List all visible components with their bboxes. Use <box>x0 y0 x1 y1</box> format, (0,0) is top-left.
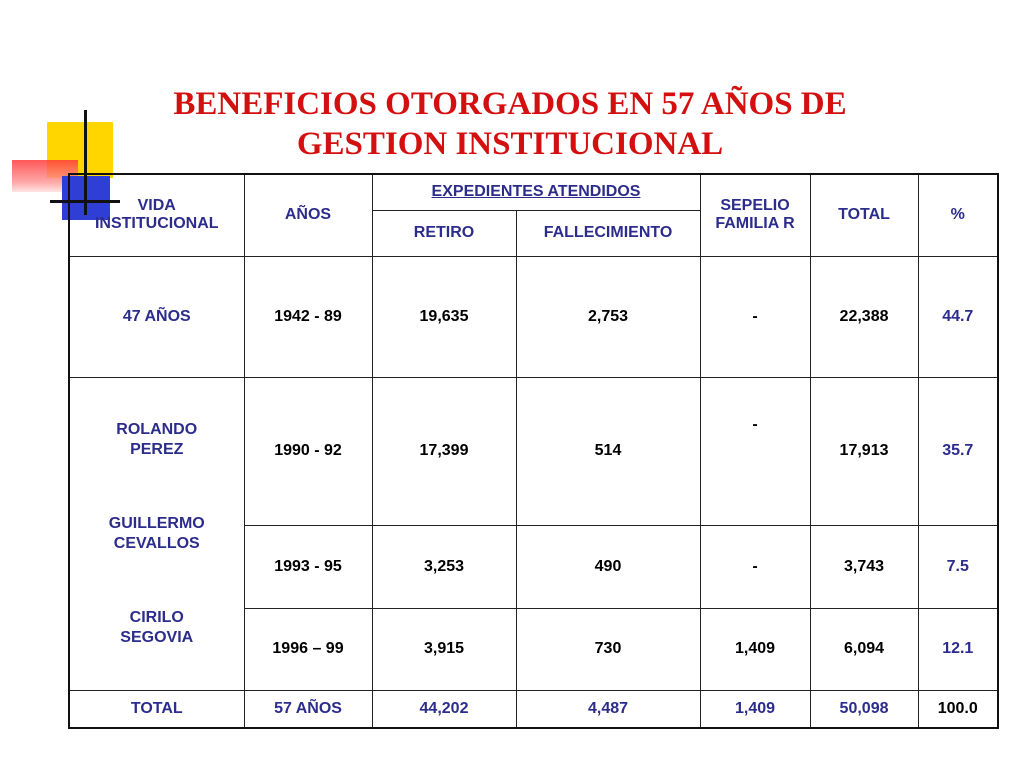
cell-anos: 1996 – 99 <box>244 608 372 690</box>
cell-retiro: 3,915 <box>372 608 516 690</box>
name-line: PEREZ <box>130 440 184 458</box>
cell-vida: 47 AÑOS <box>69 256 244 377</box>
name-line: SEGOVIA <box>120 628 194 646</box>
title-line-1: BENEFICIOS OTORGADOS EN 57 AÑOS DE <box>173 86 847 122</box>
cell-retiro: 3,253 <box>372 525 516 608</box>
cell-administrators <box>69 377 244 690</box>
cell-percent: 44.7 <box>918 256 998 377</box>
total-fallecimiento: 4,487 <box>516 690 700 728</box>
cell-fallecimiento: 514 <box>516 377 700 525</box>
page-title <box>110 84 910 164</box>
name-line: CEVALLOS <box>113 534 200 552</box>
title-line-2: GESTION INSTITUCIONAL <box>296 126 724 162</box>
cell-fallecimiento: 490 <box>516 525 700 608</box>
cell-anos: 1942 - 89 <box>244 256 372 377</box>
total-sepelio: 1,409 <box>700 690 810 728</box>
header-vida-institucional: VIDA INSTITUCIONAL <box>69 174 244 256</box>
name-line: GUILLERMO <box>108 514 205 532</box>
cell-anos: 1990 - 92 <box>244 377 372 525</box>
header-sepelio-familiar: SEPELIO FAMILIA R <box>700 174 810 256</box>
cell-retiro: 17,399 <box>372 377 516 525</box>
cell-total: 3,743 <box>810 525 918 608</box>
cell-retiro: 19,635 <box>372 256 516 377</box>
benefits-table <box>68 173 999 729</box>
header-total: TOTAL <box>810 174 918 256</box>
total-retiro: 44,202 <box>372 690 516 728</box>
table-row <box>69 256 998 377</box>
header-row-1 <box>69 174 998 210</box>
cell-total: 6,094 <box>810 608 918 690</box>
cell-total: 22,388 <box>810 256 918 377</box>
cell-percent: 12.1 <box>918 608 998 690</box>
header-retiro: RETIRO <box>372 210 516 256</box>
total-label: TOTAL <box>69 690 244 728</box>
cell-percent: 7.5 <box>918 525 998 608</box>
header-expedientes-atendidos: EXPEDIENTES ATENDIDOS <box>372 174 700 210</box>
cell-anos: 1993 - 95 <box>244 525 372 608</box>
total-anos: 57 AÑOS <box>244 690 372 728</box>
cell-sepelio: - <box>700 377 810 525</box>
name-line: CIRILO <box>129 608 184 626</box>
cell-sepelio: 1,409 <box>700 608 810 690</box>
cell-total: 17,913 <box>810 377 918 525</box>
header-anos: AÑOS <box>244 174 372 256</box>
cell-percent: 35.7 <box>918 377 998 525</box>
header-percent: % <box>918 174 998 256</box>
total-total: 50,098 <box>810 690 918 728</box>
total-percent: 100.0 <box>918 690 998 728</box>
cell-fallecimiento: 2,753 <box>516 256 700 377</box>
header-fallecimiento: FALLECIMIENTO <box>516 210 700 256</box>
table-row <box>69 377 998 525</box>
cell-sepelio: - <box>700 256 810 377</box>
cell-fallecimiento: 730 <box>516 608 700 690</box>
total-row <box>69 690 998 728</box>
cell-sepelio: - <box>700 525 810 608</box>
name-line: ROLANDO <box>116 420 198 438</box>
